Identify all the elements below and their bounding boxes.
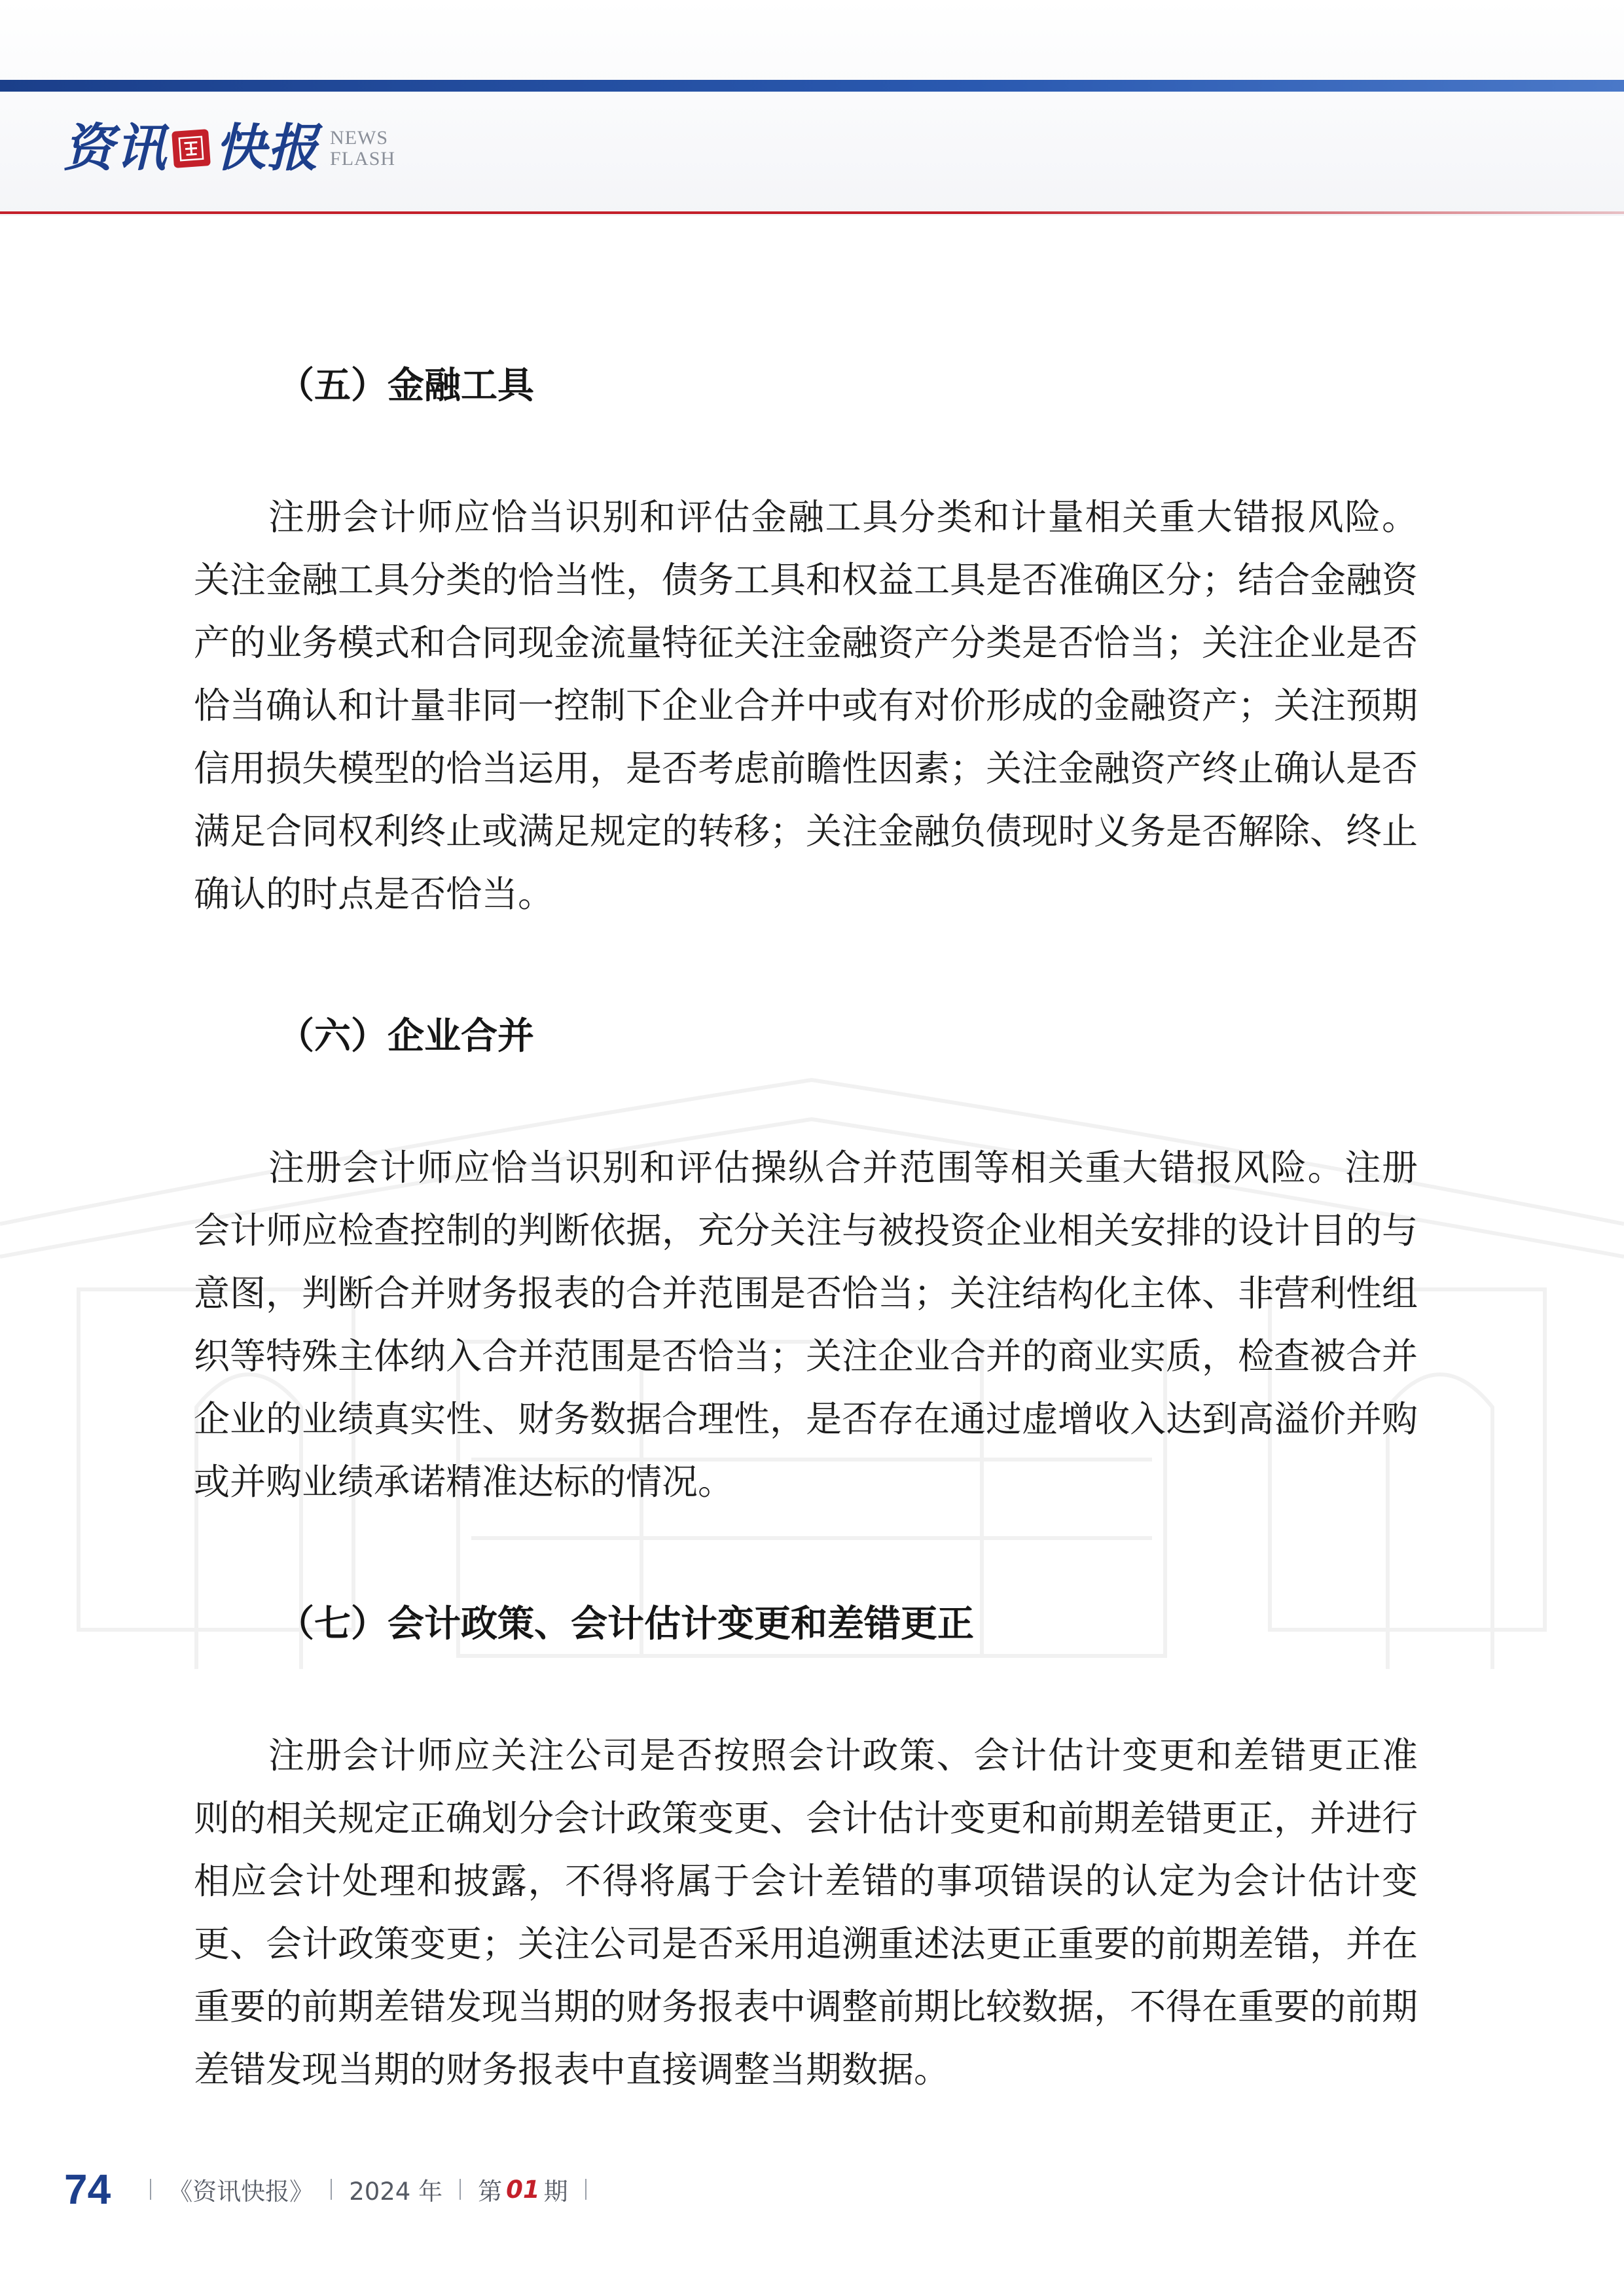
footer-separator — [331, 2179, 332, 2200]
footer-separator — [150, 2179, 151, 2200]
issue-suffix: 期 — [543, 2178, 568, 2206]
footer-separator — [585, 2179, 586, 2200]
footer-separator — [460, 2179, 461, 2200]
header-top-bar — [0, 80, 1624, 92]
seal-icon — [171, 129, 211, 168]
section-paragraph-financial-instruments: 注册会计师应恰当识别和评估金融工具分类和计量相关重大错报风险。关注金融工具分类的恰当性，债务工具和权益工具是否准确区分；结合金融资产的业务模式和合同现金流量特征关注金融资产分类是否恰当；关注企业是否恰当确认和计量非同一控制下企业合并中或有对价形成的金融资产；关注预期信用损失模型的恰当运用，是否考虑前瞻性因素；关注金融资产终止确认是否满足合同权利终止或满足规定的转移；关注金融负债现时义务是否解除、终止确认的时点是否恰当。 — [194, 496, 1418, 915]
issue-number: 01 — [506, 2175, 540, 2204]
issue-year: 2024 年 — [349, 2178, 443, 2206]
article-body — [194, 360, 1418, 2186]
brand-english-line1: NEWS — [330, 127, 389, 149]
section-paragraph-accounting-policies: 注册会计师应关注公司是否按照会计政策、会计估计变更和差错更正准则的相关规定正确划分会计政策变更、会计估计变更和前期差错更正，并进行相应会计处理和披露，不得将属于会计差错的事项错误的认定为会计估计变更、会计政策变更；关注公司是否采用追溯重述法更正重要的前期差错，并在重要的前期差错发现当期的财务报表中调整前期比较数据，不得在重要的前期差错发现当期的财务报表中直接调整当期数据。 — [194, 1734, 1418, 2090]
header-divider — [0, 211, 1624, 214]
page-number: 74 — [64, 2166, 111, 2213]
page-header — [0, 0, 1624, 216]
brand-title-part1: 资讯 — [63, 118, 168, 178]
brand-english — [330, 128, 395, 170]
brand-logo — [63, 113, 395, 185]
issue-prefix: 第 — [478, 2178, 503, 2206]
page-footer — [64, 2163, 604, 2215]
brand-english-line2: FLASH — [330, 148, 396, 170]
section-heading-business-combination: （六）企业合并 — [278, 1015, 534, 1058]
section-heading-accounting-policies: （七）会计政策、会计估计变更和差错更正 — [278, 1603, 974, 1645]
brand-title-part2: 快报 — [215, 118, 320, 178]
section-heading-financial-instruments: （五）金融工具 — [278, 365, 534, 407]
publication-name: 《资讯快报》 — [168, 2178, 314, 2206]
section-paragraph-business-combination: 注册会计师应恰当识别和评估操纵合并范围等相关重大错报风险。注册会计师应检查控制的判断依据，充分关注与被投资企业相关安排的设计目的与意图，判断合并财务报表的合并范围是否恰当；关注结构化主体、非营利性组织等特殊主体纳入合并范围是否恰当；关注企业合并的商业实质，检查被合并企业的业绩真实性、财务数据合理性，是否存在通过虚增收入达到高溢价并购或并购业绩承诺精准达标的情况。 — [194, 1147, 1418, 1503]
